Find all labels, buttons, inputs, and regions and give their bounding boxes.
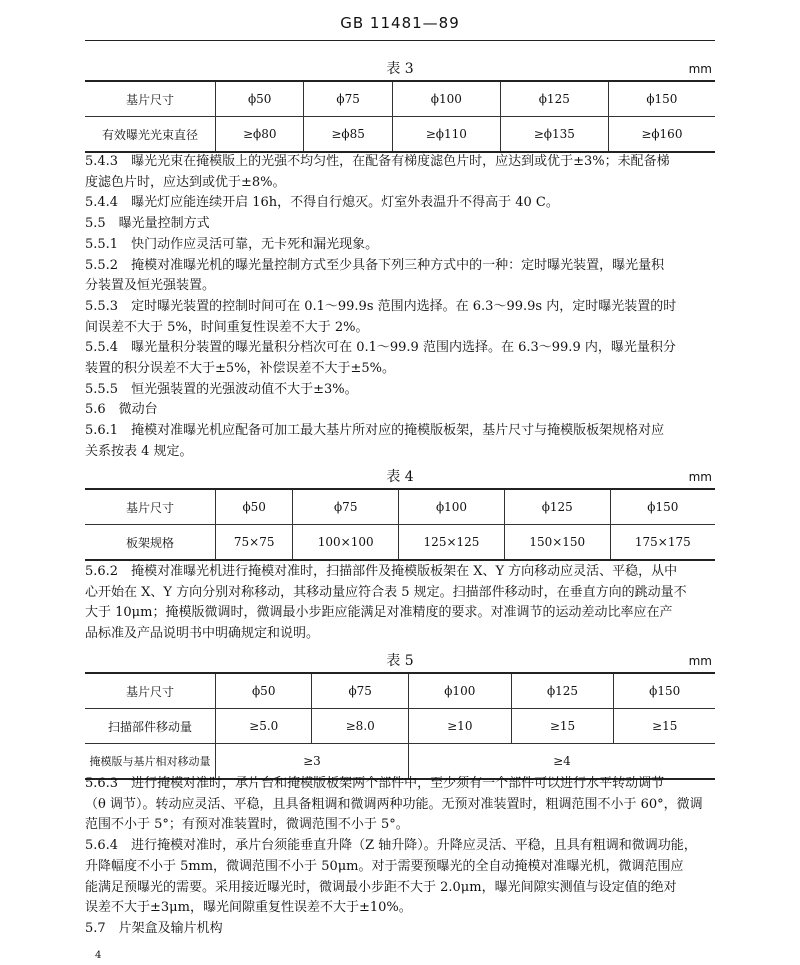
text-line: 5.5.5 恒光强装置的光强波动值不大于±3%。 (85, 381, 358, 397)
table-cell: 有效曝光光束直径 (85, 117, 216, 153)
table-cell: 掩模版与基片相对移动量 (85, 744, 216, 780)
text-line: 5.6.3 进行掩模对准时，承片台和掩模版板架两个部件中，至少须有一个部件可以进行水平转动调节 (85, 776, 665, 791)
text-line: 能满足预曝光的需要。采用接近曝光时，微调最小步距不大于 2.0μm，曝光间隙实测值与设定值的绝对 (85, 879, 677, 895)
text-line: 5.6 微动台 (85, 402, 158, 418)
table-cell: 扫描部件移动量 (85, 709, 216, 744)
text-line: 误差不大于±3μm，曝光间隙重复性误差不大于±10%。 (85, 900, 412, 916)
table-cell: ϕ150 (610, 489, 715, 525)
table-row (85, 489, 715, 525)
text-line: 5.5.3 定时曝光装置的控制时间可在 0.1～99.9s 范围内选择。在 6.3～99.9s 内，定时曝光装置的时 (85, 298, 677, 314)
table4 (85, 488, 715, 561)
text-line: 5.5.1 快门动作应灵活可靠，无卡死和漏光现象。 (85, 236, 379, 252)
table4-caption: 表 4 (386, 469, 414, 485)
table-cell: ϕ50 (216, 489, 293, 525)
table-cell: 基片尺寸 (85, 489, 216, 525)
text-line: 5.5.2 掩模对准曝光机的曝光量控制方式至少具备下列三种方式中的一种：定时曝光装置，曝光量积 (85, 257, 665, 273)
text-line: 5.6.1 掩模对准曝光机应配备可加工最大基片所对应的掩模版板架，基片尺寸与掩模版板架规格对应 (85, 423, 665, 439)
page-header: GB 11481—89 (340, 14, 460, 32)
text-line: 大于 10μm；掩模版微调时，微调最小步距应能满足对准精度的要求。对准调节的运动差动比率应在产 (85, 605, 673, 621)
table-row (85, 525, 715, 561)
table-cell: 150×150 (504, 525, 610, 561)
table-cell: ϕ50 (216, 81, 304, 117)
table3-unit: mm (688, 62, 712, 76)
table-cell: ≥ϕ160 (608, 117, 715, 153)
table-cell: ≥10 (408, 709, 511, 744)
text-line: 5.5 曝光量控制方式 (85, 216, 210, 232)
table-cell: ≥3 (216, 744, 409, 780)
table3-caption: 表 3 (386, 61, 414, 77)
table-row (85, 117, 715, 153)
table-cell: ϕ100 (408, 673, 511, 709)
table-cell: ≥5.0 (216, 709, 312, 744)
table-cell: 板架规格 (85, 525, 216, 561)
table-cell: ϕ150 (608, 81, 715, 117)
text-line: 装置的积分误差不大于±5%，补偿误差不大于±5%。 (85, 361, 396, 376)
table-cell: ≥ϕ80 (216, 117, 304, 153)
table-cell: 基片尺寸 (85, 673, 216, 709)
table4-unit: mm (688, 470, 712, 484)
text-line: 升降幅度不小于 5mm，微调范围不小于 50μm。对于需要预曝光的全自动掩模对准曝光机，微调范围应 (85, 858, 684, 874)
table-cell: 175×175 (610, 525, 715, 561)
table-cell: ϕ125 (511, 673, 614, 709)
table-cell: ϕ100 (392, 81, 500, 117)
text-line: 品标准及产品说明书中明确规定和说明。 (85, 626, 320, 642)
text-line: （θ 调节）。转动应灵活、平稳，且具备粗调和微调两种功能。无预对准装置时，粗调范围不小于 60°，微调 (85, 796, 703, 812)
table5 (85, 672, 715, 780)
header-rule (85, 40, 715, 41)
table-cell: ϕ125 (500, 81, 608, 117)
text-line: 度滤色片时，应达到或优于±8%。 (85, 174, 286, 190)
table3 (85, 80, 715, 153)
text-line: 5.7 片架盒及输片机构 (85, 920, 223, 936)
table5-unit: mm (688, 654, 712, 668)
table-cell: ϕ125 (504, 489, 610, 525)
table-cell: ≥15 (614, 709, 715, 744)
table-cell: 75×75 (216, 525, 293, 561)
table-cell: ≥ϕ85 (304, 117, 392, 153)
text-line: 间误差不大于 5%，时间重复性误差不大于 2%。 (85, 319, 369, 335)
text-line: 5.6.4 进行掩模对准时，承片台须能垂直升降（Z 轴升降）。升降应灵活、平稳，且具有粗调和微调功能， (85, 838, 697, 854)
page-number: 4 (95, 950, 102, 961)
text-line: 关系按表 4 规定。 (85, 443, 193, 459)
table-row (85, 673, 715, 709)
text-line: 5.4.3 曝光光束在掩模版上的光强不均匀性，在配备有梯度滤色片时，应达到或优于±3%；未配备梯 (85, 154, 670, 169)
text-line: 范围不小于 5°；有预对准装置时，微调范围不小于 5°。 (85, 817, 409, 833)
table-cell: ϕ75 (293, 489, 399, 525)
table-cell: 125×125 (399, 525, 505, 561)
table-cell: ϕ100 (399, 489, 505, 525)
table5-caption: 表 5 (386, 653, 414, 669)
table-row (85, 709, 715, 744)
table-cell: ≥ϕ110 (392, 117, 500, 153)
table-cell: ≥15 (511, 709, 614, 744)
table-cell: ϕ150 (614, 673, 715, 709)
text-line: 分装置及恒光强装置。 (85, 278, 216, 294)
table-cell: 100×100 (293, 525, 399, 561)
text-line: 心开始在 X、Y 方向分别对称移动，其移动量应符合表 5 规定。扫描部件移动时，在垂直方向的跳动量不 (85, 584, 687, 600)
text-line: 5.5.4 曝光量积分装置的曝光量积分档次可在 0.1～99.9 范围内选择。在 6.3～99.9 内，曝光量积分 (85, 340, 676, 356)
table-cell: ϕ50 (216, 673, 312, 709)
text-line: 5.4.4 曝光灯应能连续开启 16h，不得自行熄灭。灯室外表温升不得高于 40 C。 (85, 195, 559, 211)
table-cell: ϕ75 (312, 673, 408, 709)
table-cell: ≥8.0 (312, 709, 408, 744)
table-cell: ≥4 (408, 744, 715, 780)
table-cell: 基片尺寸 (85, 81, 216, 117)
table-cell: ≥ϕ135 (500, 117, 608, 153)
table-cell: ϕ75 (304, 81, 392, 117)
table-row (85, 81, 715, 117)
text-line: 5.6.2 掩模对准曝光机进行掩模对准时，扫描部件及掩模版板架在 X、Y 方向移动应灵活、平稳，从中 (85, 564, 678, 579)
